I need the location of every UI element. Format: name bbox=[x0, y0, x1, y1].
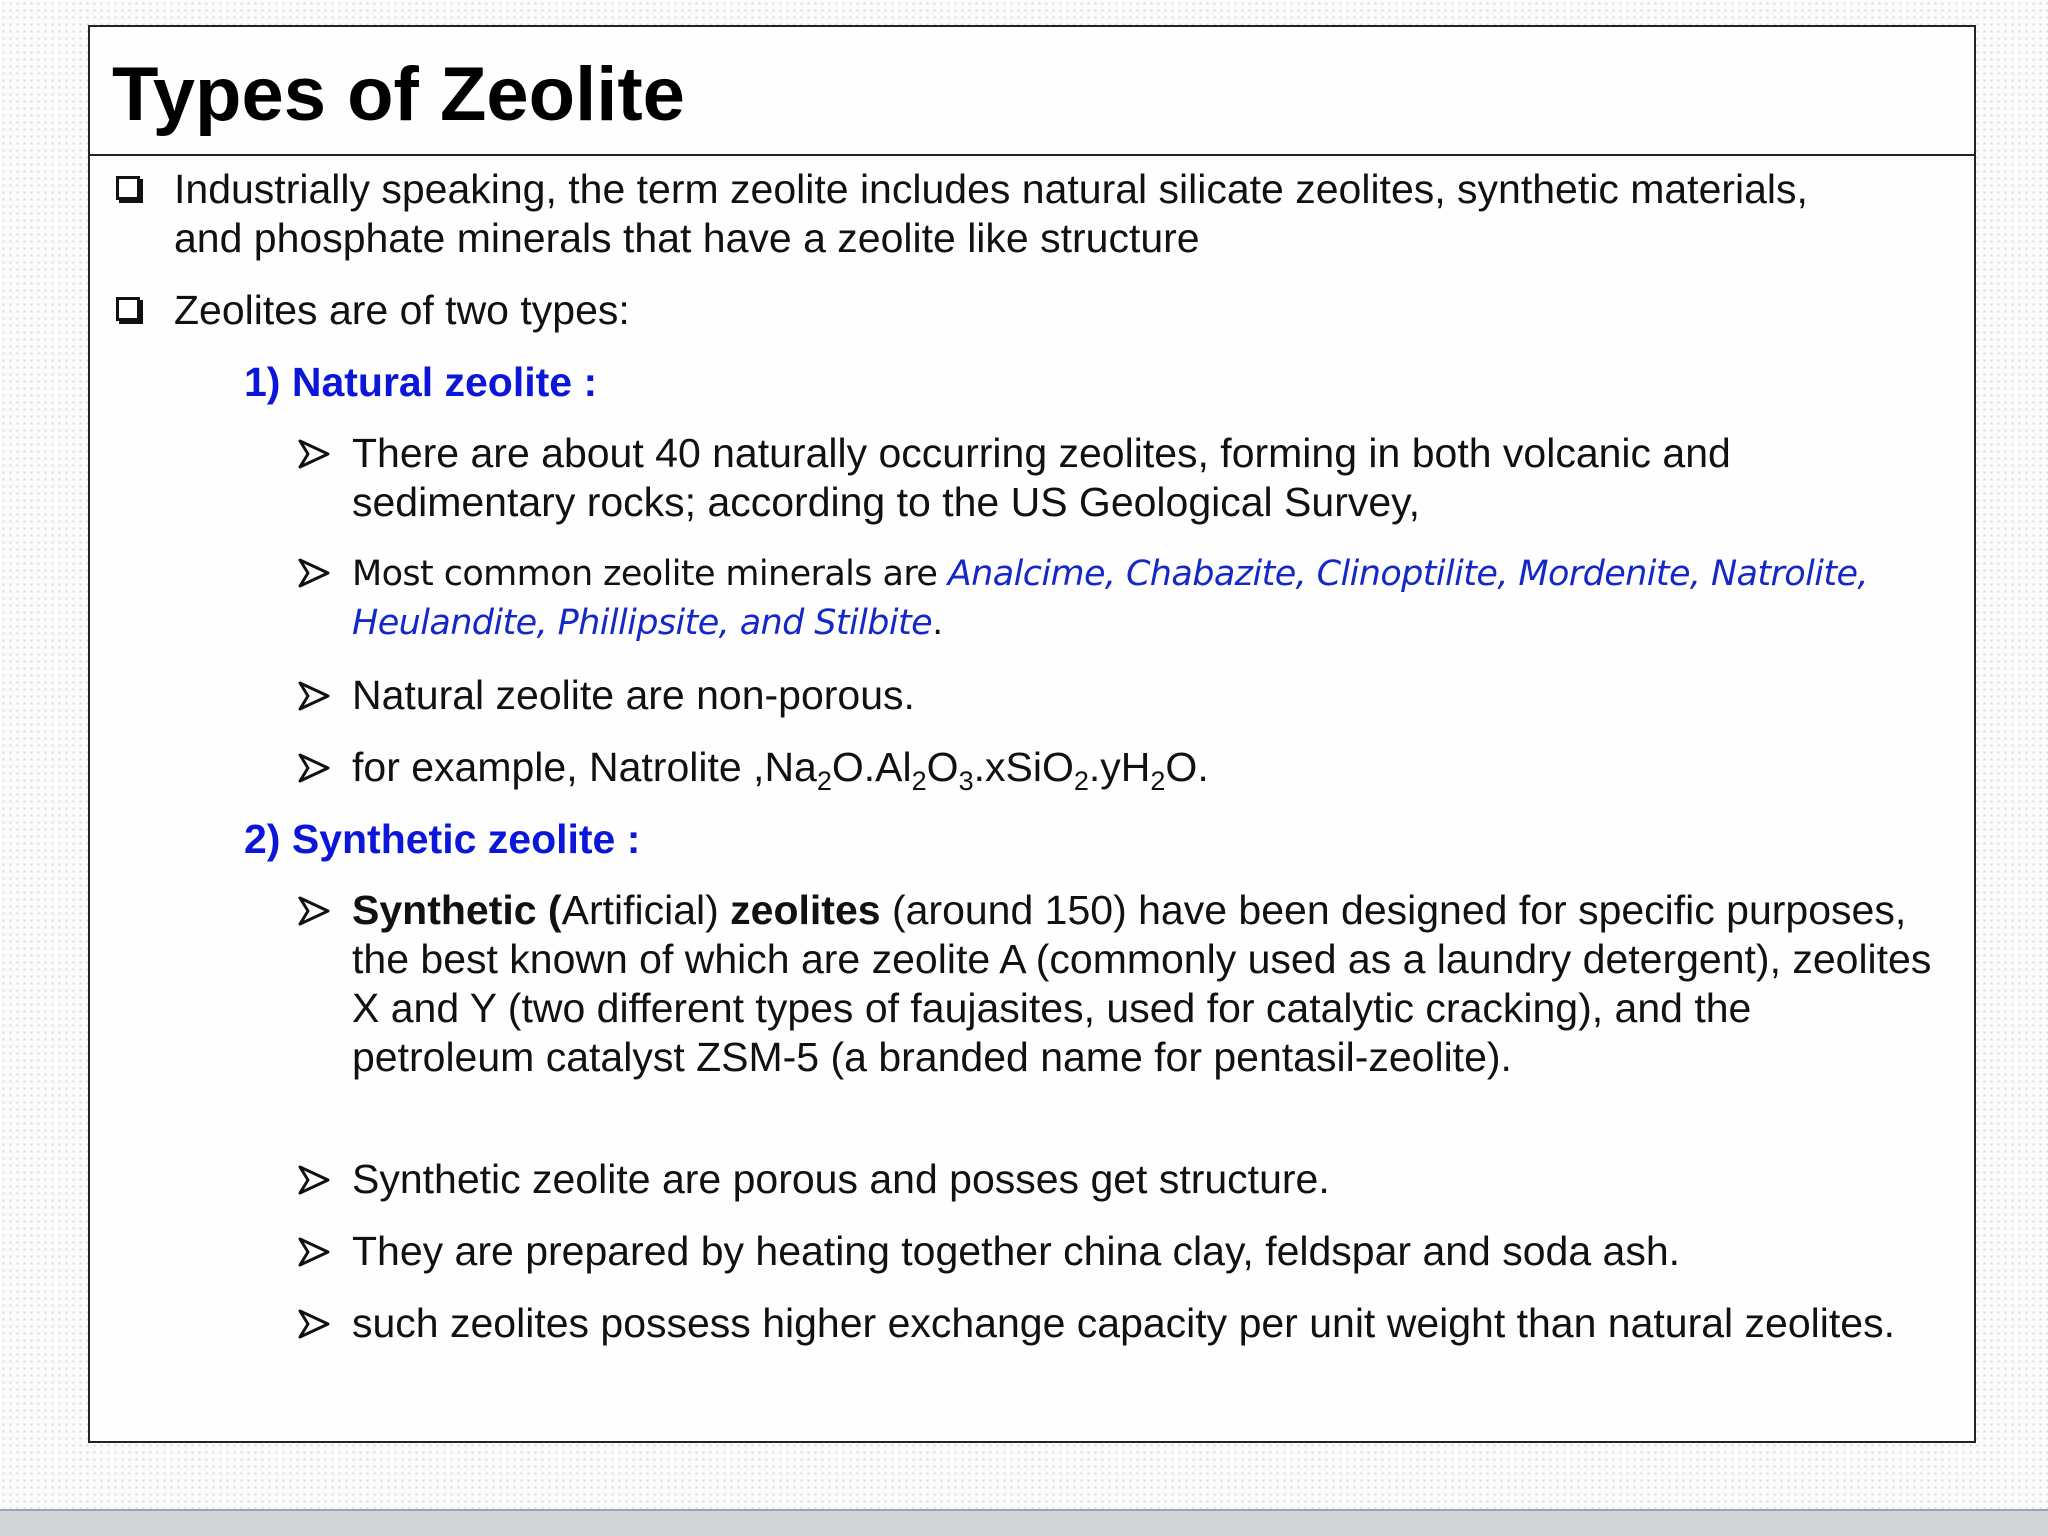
formula-subscript: 2 bbox=[816, 766, 832, 796]
title-bar bbox=[90, 27, 1974, 156]
arrow-bullet-icon bbox=[298, 1309, 330, 1339]
artificial-text: Artificial) bbox=[561, 887, 731, 933]
synthetic-point-porous: Synthetic zeolite are porous and posses get structure. bbox=[352, 1156, 1330, 1202]
square-bullet-icon bbox=[116, 297, 140, 321]
arrow-bullet-icon bbox=[298, 1165, 330, 1195]
formula-subscript: 3 bbox=[958, 766, 974, 796]
formula-part: O bbox=[926, 744, 959, 790]
arrow-bullet-icon bbox=[298, 896, 330, 926]
square-bullet-icon bbox=[116, 176, 140, 200]
formula-part: O.Al bbox=[831, 744, 912, 790]
minerals-list: Analcime, Chabazite, Clinoptilite, Mordenite, Natrolite, Heulandite, Phillipsite, and Stilbite bbox=[352, 554, 1868, 643]
natural-point-minerals bbox=[352, 550, 1912, 648]
formula-part: O. bbox=[1165, 744, 1209, 790]
synthetic-point-preparation: They are prepared by heating together china clay, feldspar and soda ash. bbox=[352, 1228, 1681, 1274]
arrow-bullet-icon bbox=[298, 439, 330, 469]
arrow-bullet-icon bbox=[298, 753, 330, 783]
formula-part: .yH bbox=[1088, 744, 1151, 790]
formula-subscript: 2 bbox=[1150, 766, 1166, 796]
natural-point-nonporous: Natural zeolite are non-porous. bbox=[352, 672, 915, 718]
synthetic-point-description bbox=[352, 886, 1942, 1082]
natural-point-occurrence: There are about 40 naturally occurring zeolites, forming in both volcanic and sedimentary rocks; according to the US Geological Survey, bbox=[352, 430, 1731, 525]
arrow-bullet-icon bbox=[298, 1237, 330, 1267]
bullet-two-types: Zeolites are of two types: bbox=[174, 287, 630, 333]
synthetic-bold-word: Synthetic ( bbox=[352, 887, 562, 933]
synthetic-description-text: (around 150) have been designed for specific purposes, the best known of which are zeolite A (commonly used as a laundry detergent), zeolites X and Y (two different types of faujasites, used for catalytic cracking), and the petroleum catalyst ZSM-5 (a branded name for pentasil-zeolite). bbox=[352, 887, 1932, 1080]
formula-subscript: 2 bbox=[911, 766, 927, 796]
bullet-industrial-definition: Industrially speaking, the term zeolite includes natural silicate zeolites, synthetic materials, and phosphate minerals that have a zeolite like structure bbox=[174, 166, 1808, 261]
arrow-bullet-icon bbox=[298, 681, 330, 711]
natural-zeolite-heading: 1) Natural zeolite : bbox=[244, 359, 598, 405]
arrow-bullet-icon bbox=[298, 558, 330, 588]
slide-title: Types of Zeolite bbox=[112, 52, 685, 137]
synthetic-point-exchange-capacity: such zeolites possess higher exchange capacity per unit weight than natural zeolites. bbox=[352, 1300, 1895, 1346]
formula-part: .xSiO bbox=[973, 744, 1074, 790]
minerals-intro-text: Most common zeolite minerals are bbox=[352, 554, 948, 594]
zeolites-bold-word: zeolites bbox=[730, 887, 881, 933]
synthetic-zeolite-heading: 2) Synthetic zeolite : bbox=[244, 816, 641, 862]
bottom-strip bbox=[0, 1509, 2048, 1536]
natural-point-natrolite-formula bbox=[352, 743, 1912, 796]
minerals-period: . bbox=[932, 603, 943, 643]
formula-prefix: for example, Natrolite ,Na bbox=[352, 744, 817, 790]
formula-subscript: 2 bbox=[1073, 766, 1089, 796]
